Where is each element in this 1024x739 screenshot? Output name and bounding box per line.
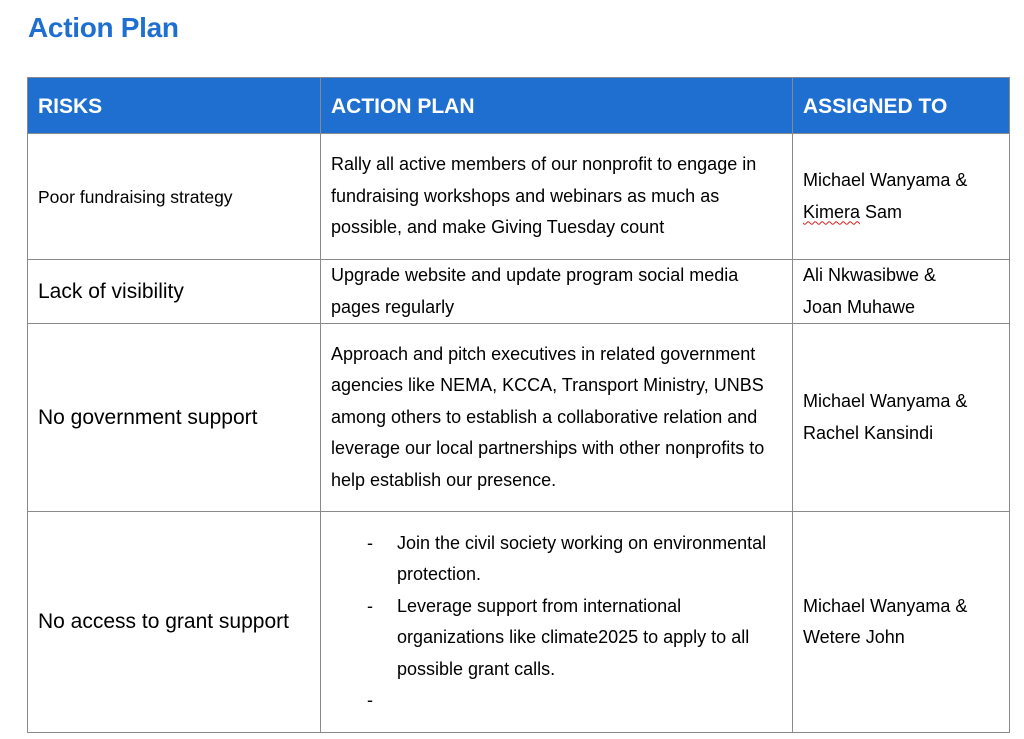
header-action-plan: ACTION PLAN — [321, 78, 793, 134]
assigned-line: Wetere John — [803, 627, 905, 647]
risk-cell: No access to grant support — [28, 512, 321, 733]
risk-cell: Lack of visibility — [28, 260, 321, 324]
risk-cell: Poor fundraising strategy — [28, 134, 321, 260]
assigned-line: Michael Wanyama & — [803, 391, 968, 411]
table-header-row — [28, 78, 1010, 134]
assigned-cell — [793, 512, 1010, 733]
assigned-cell — [793, 134, 1010, 260]
table-row — [28, 512, 1010, 733]
action-bullet-item: - Join the civil society working on environmental protection. — [367, 528, 782, 591]
table-row — [28, 260, 1010, 324]
action-cell: Approach and pitch executives in related government agencies like NEMA, KCCA, Transport Ministry, UNBS among others to establish a collaborative relation and leverage our local partnerships with other nonprofits to help establish our presence. — [321, 324, 793, 512]
header-assigned-to: ASSIGNED TO — [793, 78, 1010, 134]
assigned-line: Ali Nkwasibwe & — [803, 265, 937, 285]
action-cell: Rally all active members of our nonprofit to engage in fundraising workshops and webinars as much as possible, and make Giving Tuesday count — [321, 134, 793, 260]
assigned-line: Michael Wanyama & — [803, 595, 968, 616]
assigned-line: Rachel Kansindi — [803, 422, 934, 443]
spellcheck-word[interactable]: Kimera — [803, 201, 861, 222]
assigned-line: Michael Wanyama & — [803, 170, 968, 190]
action-bullet-item: - Leverage support from international organizations like climate2025 to apply to all possible grant calls. — [367, 591, 782, 686]
document-title: Action Plan — [28, 12, 179, 43]
assigned-cell — [793, 324, 1010, 512]
risk-cell: No government support — [28, 324, 321, 512]
action-cell: Upgrade website and update program social media pages regularly — [321, 260, 793, 324]
assigned-line: Joan Muhawe — [803, 296, 916, 317]
action-bullet-list — [331, 528, 782, 717]
table-row — [28, 134, 1010, 260]
assigned-line: Sam — [860, 201, 903, 222]
assigned-cell — [793, 260, 1010, 324]
action-bullet-item — [367, 685, 782, 717]
action-plan-table — [27, 77, 1010, 733]
header-risks: RISKS — [28, 78, 321, 134]
table-row — [28, 324, 1010, 512]
action-cell — [321, 512, 793, 733]
